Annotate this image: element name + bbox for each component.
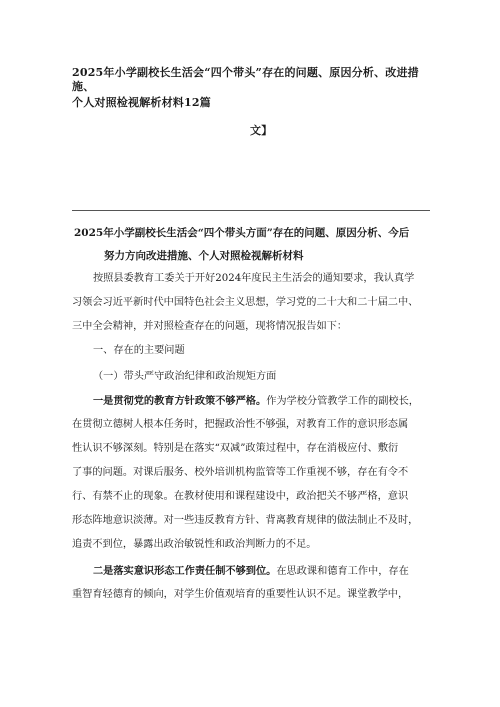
cover-title-line-3: 文】	[250, 124, 273, 137]
section-divider	[72, 210, 430, 211]
paragraph-1-line-3: 性认识不够深刻。特别是在落实“双减”政策过程中，存在消极应付、敷衍	[72, 443, 399, 454]
paragraph-2-lead: 二是落实意识形态工作责任制不够到位。	[93, 565, 277, 577]
cover-title-line-1: 2025年小学副校长生活会“四个带头”存在的问题、原因分析、改进措施、	[72, 66, 419, 93]
intro-line-3: 三中全会精神，并对照检查存在的问题，现将情况报告如下：	[72, 321, 348, 332]
intro-line-2: 习领会习近平新时代中国特色社会主义思想，学习党的二十大和二十届二中、	[72, 297, 419, 308]
article-title-line-1: 2025年小学副校长生活会“四个带头方面”存在的问题、原因分析、今后	[74, 227, 410, 239]
paragraph-1-first-rest: 作为学校分管教学工作的副校长，	[266, 396, 419, 407]
paragraph-2-line-2: 重智育轻德育的倾向，对学生价值观培育的重要性认识不足。课堂教学中，	[72, 589, 409, 600]
cover-title-line-2: 个人对照检视解析材料12篇	[72, 96, 211, 109]
paragraph-1-line-5: 行、有禁不止的现象。在教材使用和课程建设中，政治把关不够严格，意识	[72, 491, 409, 502]
paragraph-1-line-1	[93, 394, 419, 409]
paragraph-1-line-2: 在贯彻立德树人根本任务时，把握政治性不够强，对教育工作的意识形态属	[72, 419, 409, 430]
section-heading: 一、存在的主要问题	[93, 345, 185, 356]
subsection-heading: （一）带头严守政治纪律和政治规矩方面	[93, 371, 277, 382]
paragraph-2-first-rest: 在思政课和德育工作中，存在	[276, 566, 409, 577]
paragraph-1-line-4: 了事的问题。对课后服务、校外培训机构监管等工作重视不够，存在有令不	[72, 467, 409, 478]
paragraph-2-line-1	[93, 564, 409, 579]
paragraph-1-line-7: 追责不到位，暴露出政治敏锐性和政治判断力的不足。	[72, 539, 317, 550]
article-title-line-2: 努力方向改进措施、个人对照检视解析材料	[104, 250, 304, 262]
paragraph-1-lead: 一是贯彻党的教育方针政策不够严格。	[93, 395, 267, 407]
paragraph-1-line-6: 形态阵地意识淡薄。对一些违反教育方针、背离教育规律的做法制止不及时，	[72, 515, 419, 526]
intro-line-1: 按照县委教育工委关于开好2024年度民主生活会的通知要求，我认真学	[93, 273, 415, 284]
